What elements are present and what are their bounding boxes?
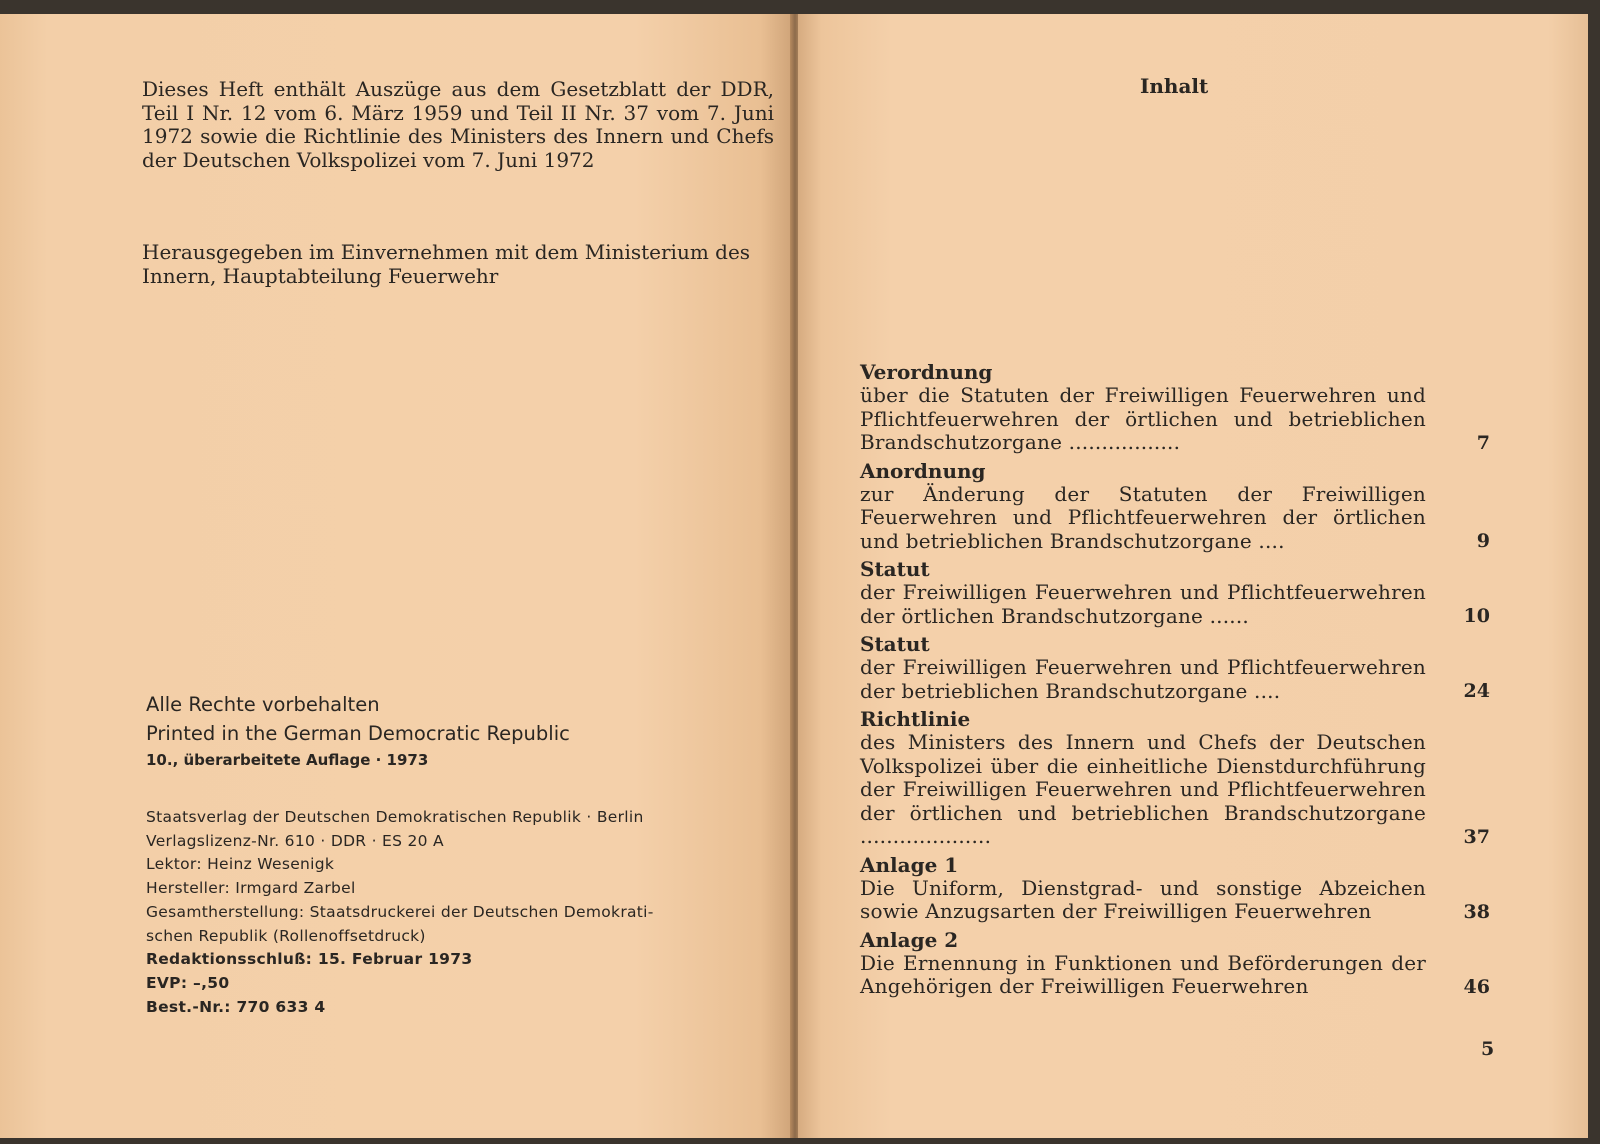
publisher-note: Herausgegeben im Einvernehmen mit dem Ministerium des Innern, Hauptabteilung Feuerwehr bbox=[142, 240, 751, 288]
toc-entry-heading: Richtlinie bbox=[860, 707, 971, 731]
toc-entry bbox=[860, 928, 1520, 999]
imprint-price: EVP: –,50 bbox=[146, 973, 230, 992]
toc-entry-text: zur Änderung der Statuten der Freiwilligen Feuerwehren und Pflichtfeuerwehren der örtlichen und betrieblichen Brandschutzorgane .... bbox=[860, 481, 1426, 553]
toc-entry-text: Die Ernennung in Funktionen und Beförderungen der Angehörigen der Freiwilligen Feuerwehren bbox=[860, 950, 1426, 998]
imprint-publisher: Staatsverlag der Deutschen Demokratischen Republik · Berlin bbox=[146, 808, 644, 826]
toc-entry-page: 10 bbox=[1463, 605, 1490, 627]
toc-entry-text: Die Uniform, Dienstgrad- und sonstige Abzeichen sowie Anzugsarten der Freiwilligen Feuerwehren bbox=[860, 875, 1426, 923]
toc-title: Inhalt bbox=[1140, 74, 1209, 98]
imprint-license: Verlagslizenz-Nr. 610 · DDR · ES 20 A bbox=[146, 831, 444, 850]
toc-entry-heading: Anordnung bbox=[860, 458, 986, 483]
rights-block bbox=[146, 690, 766, 748]
printed-in: Printed in the German Democratic Republic bbox=[146, 722, 570, 745]
toc-entry-page: 24 bbox=[1463, 680, 1490, 702]
edition: 10., überarbeitete Auflage · 1973 bbox=[146, 751, 429, 769]
toc-entry-heading: Verordnung bbox=[860, 360, 993, 384]
toc-entry-text: über die Statuten der Freiwilligen Feuerwehren und Pflichtfeuerwehren der örtlichen und betrieblichen Brandschutzorgane ................. bbox=[860, 383, 1426, 454]
intro-paragraph: Dieses Heft enthält Auszüge aus dem Gesetzblatt der DDR, Teil I Nr. 12 vom 6. März 1959 und Teil II Nr. 37 vom 7. Juni 1972 sowie die Richtlinie des Ministers des Innern und Chefs der Deutschen Volkspolizei vom 7. Juni 1972 bbox=[142, 77, 774, 172]
left-page bbox=[0, 14, 792, 1138]
toc-entry-page: 9 bbox=[1476, 530, 1490, 552]
toc-entry-heading: Anlage 2 bbox=[860, 927, 959, 952]
toc-entry-page: 46 bbox=[1463, 975, 1490, 998]
imprint-printing-1: Gesamtherstellung: Staatsdruckerei der Deutschen Demokrati- bbox=[146, 902, 654, 921]
toc-entry bbox=[860, 360, 1520, 455]
imprint-editor: Lektor: Heinz Wesenigk bbox=[146, 855, 335, 874]
toc-entry-page: 37 bbox=[1463, 825, 1490, 848]
toc-entry-heading: Statut bbox=[860, 557, 930, 581]
toc-entry bbox=[860, 853, 1520, 924]
table-of-contents bbox=[860, 360, 1520, 1003]
toc-entry-page: 38 bbox=[1463, 900, 1490, 923]
toc-entry bbox=[860, 707, 1520, 849]
imprint bbox=[146, 806, 776, 1019]
toc-entry bbox=[860, 557, 1520, 628]
imprint-order-number: Best.-Nr.: 770 633 4 bbox=[146, 997, 326, 1016]
toc-entry bbox=[860, 459, 1520, 554]
page-number: 5 bbox=[1481, 1038, 1495, 1060]
toc-entry-heading: Anlage 1 bbox=[860, 852, 959, 877]
rights-reserved: Alle Rechte vorbehalten bbox=[146, 693, 380, 716]
toc-entry bbox=[860, 632, 1520, 703]
toc-entry-text: der Freiwilligen Feuerwehren und Pflichtfeuerwehren der betrieblichen Brandschutzorgane .... bbox=[860, 655, 1426, 703]
toc-entry-text: des Ministers des Innern und Chefs der Deutschen Volkspolizei über die einheitliche Dienstdurchführung der Freiwilligen Feuerwehren und Pflichtfeuerwehren der örtlichen und betrieblichen Brandschutzorgane .................... bbox=[860, 730, 1426, 848]
toc-entry-text: der Freiwilligen Feuerwehren und Pflichtfeuerwehren der örtlichen Brandschutzorgane ...... bbox=[860, 580, 1426, 628]
toc-entry-page: 7 bbox=[1476, 431, 1490, 454]
imprint-producer: Hersteller: Irmgard Zarbel bbox=[146, 879, 356, 898]
imprint-deadline: Redaktionsschluß: 15. Februar 1973 bbox=[146, 950, 473, 969]
imprint-printing-2: schen Republik (Rollenoffsetdruck) bbox=[146, 926, 426, 945]
toc-entry-heading: Statut bbox=[860, 632, 930, 656]
